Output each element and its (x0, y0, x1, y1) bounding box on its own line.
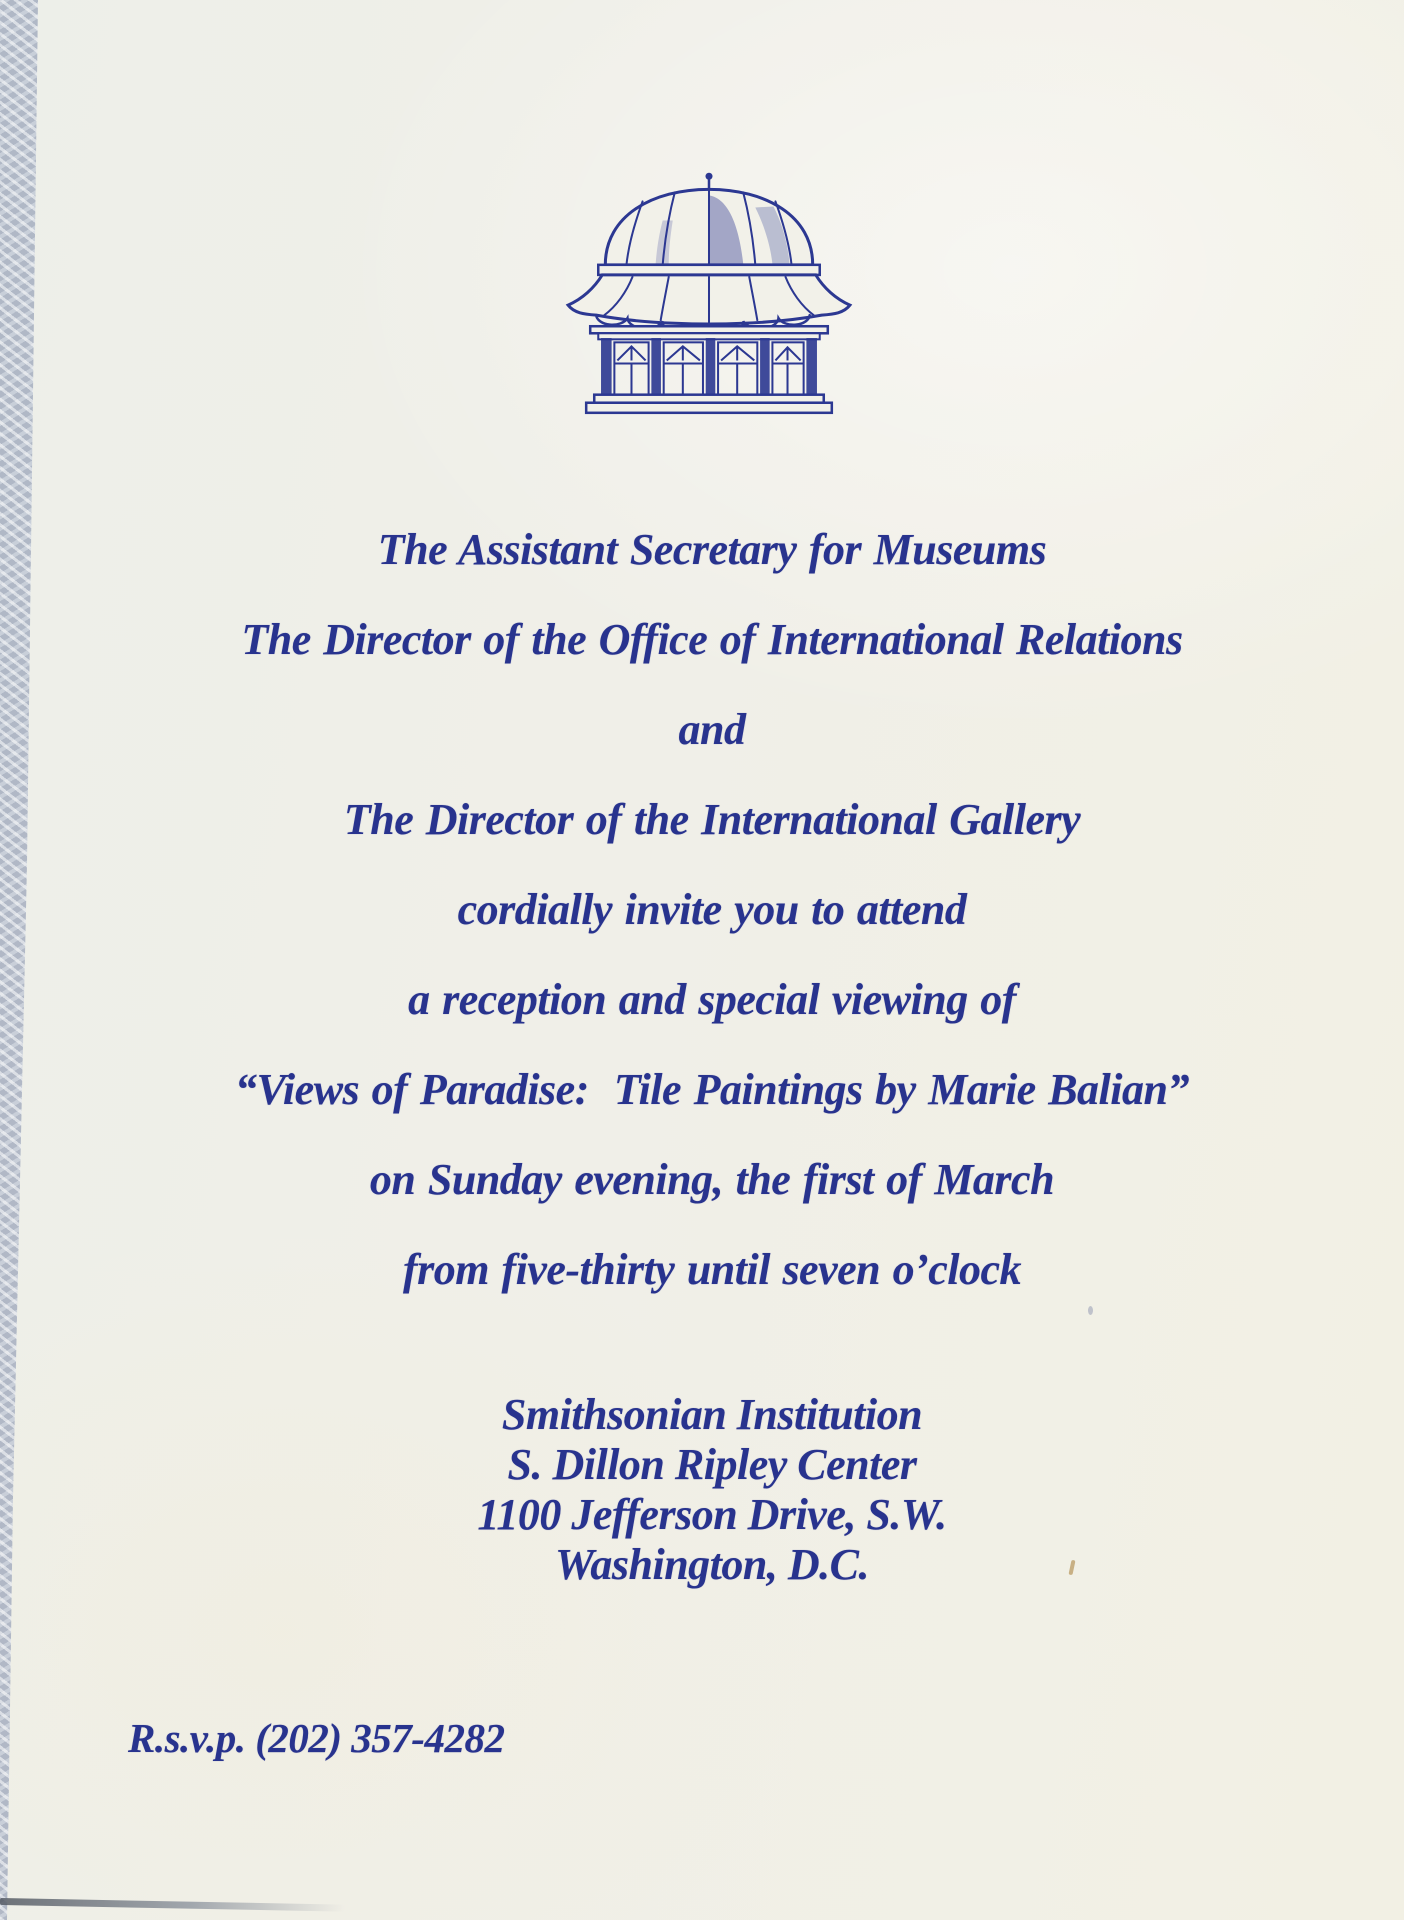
rsvp-line: R.s.v.p. (202) 357-4282 (128, 1715, 505, 1761)
invitation-line-hosts-1: The Assistant Secretary for Museums (377, 525, 1047, 574)
venue-line-city: Washington, D.C. (555, 1540, 869, 1589)
venue-address-block (20, 1390, 1404, 1590)
invitation-line-invite: cordially invite you to attend (457, 885, 967, 934)
invitation-line-event: a reception and special viewing of (408, 975, 1016, 1024)
invitation-line-date: on Sunday evening, the first of March (369, 1155, 1055, 1204)
invitation-line-and: and (678, 705, 746, 754)
dome-pavilion-illustration (558, 164, 860, 418)
dome-pavilion-drawing (558, 164, 860, 418)
invitation-line-hosts-3: The Director of the International Gallery (343, 795, 1081, 844)
venue-line-street: 1100 Jefferson Drive, S.W. (477, 1490, 947, 1539)
scan-edge-bottom (0, 1898, 345, 1912)
venue-line-building: S. Dillon Ripley Center (507, 1440, 917, 1489)
venue-line-institution: Smithsonian Institution (501, 1390, 923, 1439)
invitation-text-block (20, 505, 1404, 1315)
invitation-line-title: “Views of Paradise: Tile Paintings by Marie Balian” (235, 1065, 1189, 1114)
invitation-line-time: from five-thirty until seven o’clock (402, 1245, 1022, 1294)
invitation-line-hosts-2: The Director of the Office of International Relations (241, 615, 1183, 664)
